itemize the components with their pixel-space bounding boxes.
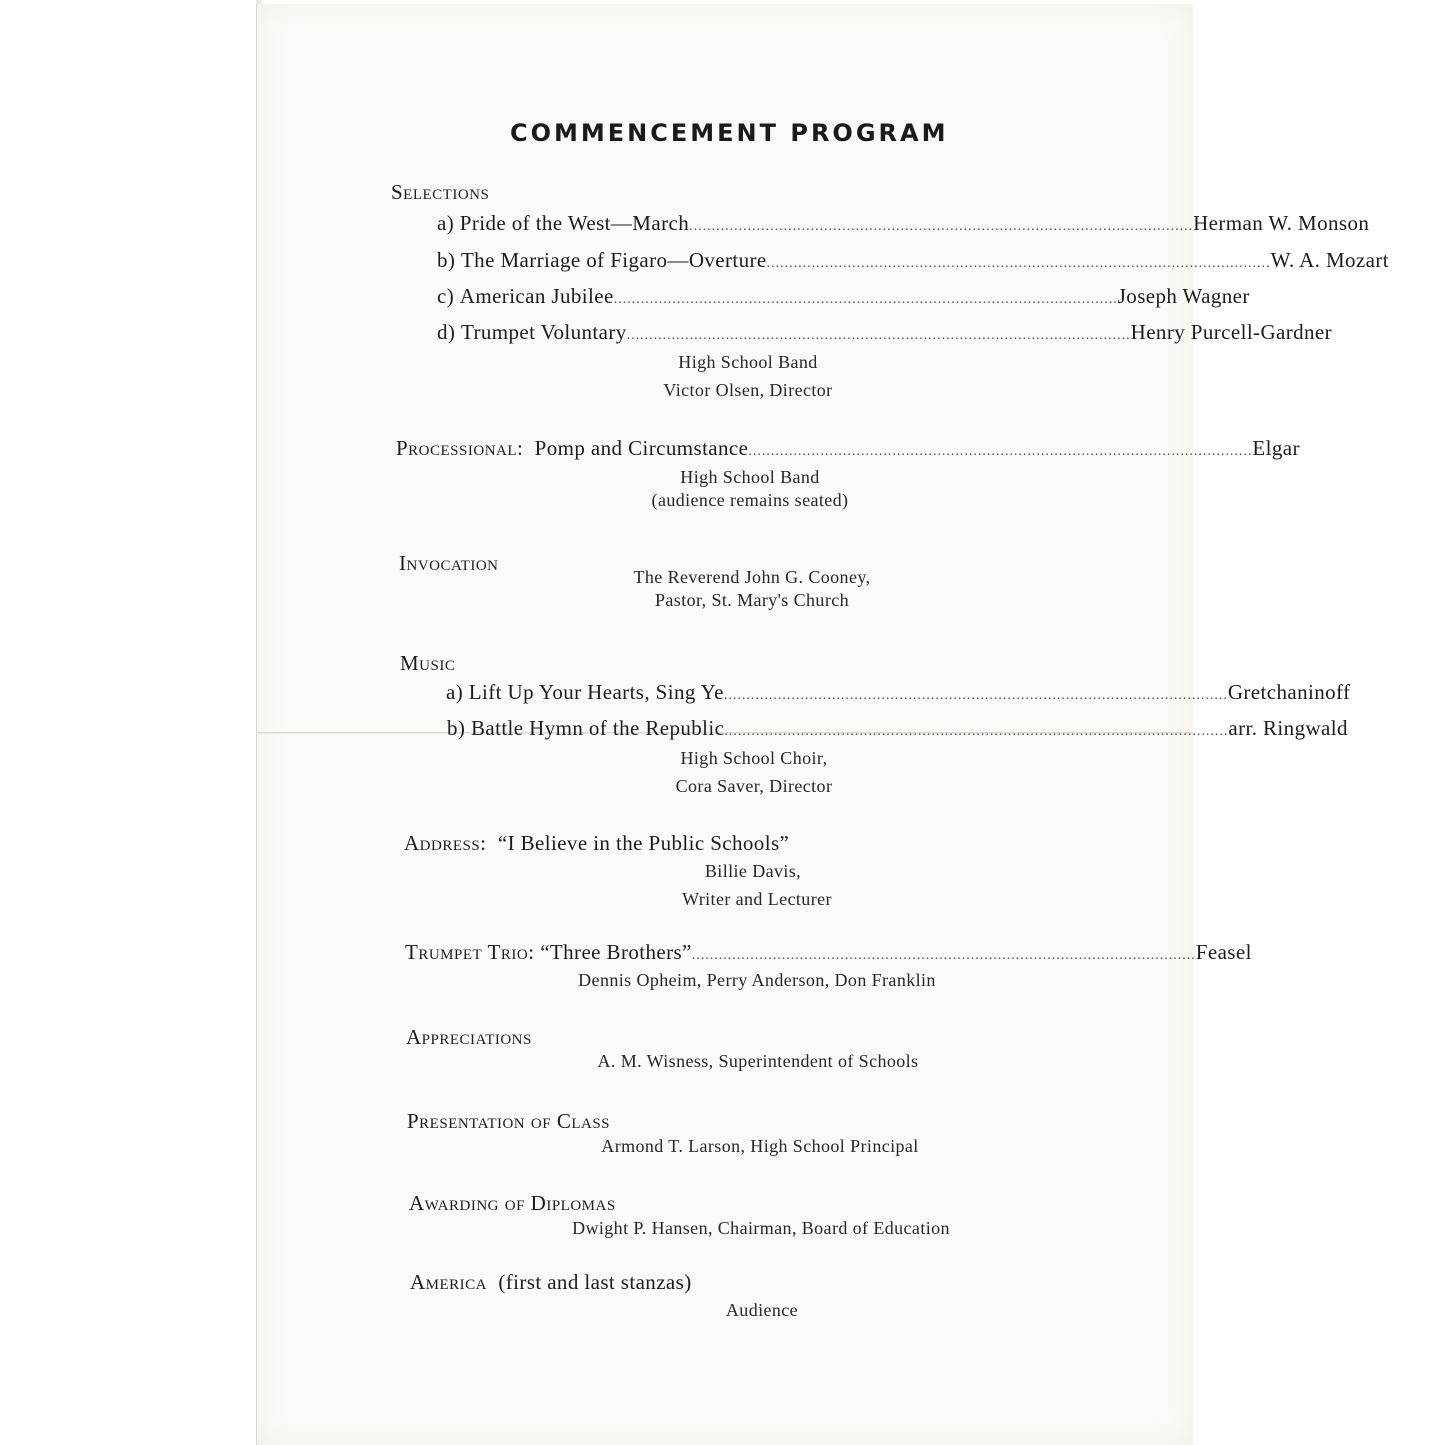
piece-title: Lift Up Your Hearts, Sing Ye — [468, 680, 724, 704]
selection-item-c — [437, 284, 1250, 309]
diplomas-heading: Awarding of Diplomas — [409, 1191, 616, 1215]
trumpet-trio-row — [405, 940, 1252, 965]
piece-title: Pride of the West—March — [459, 211, 690, 235]
address-role: Writer and Lecturer — [682, 889, 832, 909]
america-performer: Audience — [725, 1300, 799, 1320]
music-item-a — [446, 680, 1351, 705]
appreciations-heading: Appreciations — [406, 1025, 532, 1049]
presentation-heading: Presentation of Class — [407, 1109, 610, 1133]
leader-dots: ................................................................................................................ — [626, 328, 1131, 343]
selection-item-b — [437, 248, 1389, 273]
piece-title: Trumpet Voluntary — [460, 320, 627, 344]
piece-title: Pomp and Circumstance — [534, 436, 749, 460]
item-letter: d) — [437, 320, 456, 344]
invocation-line-2: Pastor, St. Mary's Church — [654, 590, 850, 610]
selections-heading: Selections — [391, 180, 490, 204]
address-row — [404, 831, 789, 856]
composer: Feasel — [1195, 940, 1252, 964]
composer: Joseph Wagner — [1117, 284, 1250, 308]
leader-dots: ................................................................................................................ — [766, 256, 1271, 271]
composer: W. A. Mozart — [1270, 248, 1389, 272]
piece-title: “Three Brothers” — [540, 940, 692, 964]
leader-dots: ................................................................................................................ — [689, 219, 1194, 234]
composer: Gretchaninoff — [1227, 680, 1351, 704]
invocation-heading: Invocation — [399, 551, 499, 575]
address-speaker: Billie Davis, — [704, 861, 802, 881]
selection-item-a — [437, 211, 1370, 236]
diplomas-person: Dwight P. Hansen, Chairman, Board of Education — [572, 1218, 950, 1238]
item-letter: a) — [446, 680, 464, 704]
america-row — [410, 1270, 692, 1295]
presentation-person: Armond T. Larson, High School Principal — [601, 1136, 919, 1156]
item-letter: c) — [437, 284, 455, 308]
item-letter: b) — [437, 248, 456, 272]
address-heading: Address: — [404, 831, 487, 855]
item-letter: b) — [447, 716, 466, 740]
piece-title: American Jubilee — [459, 284, 614, 308]
trumpet-trio-performers: Dennis Opheim, Perry Anderson, Don Franklin — [578, 970, 936, 990]
leader-dots: ................................................................................................................ — [613, 292, 1118, 307]
leader-dots: ................................................................................................................ — [724, 724, 1229, 739]
selections-performer: High School Band — [678, 352, 818, 372]
composer: Herman W. Monson — [1193, 211, 1370, 235]
piece-title: The Marriage of Figaro—Overture — [460, 248, 767, 272]
processional-row — [396, 436, 1300, 461]
item-letter: a) — [437, 211, 455, 235]
selections-director: Victor Olsen, Director — [663, 380, 833, 400]
page-title: COMMENCEMENT PROGRAM — [510, 119, 949, 147]
america-note: (first and last stanzas) — [498, 1270, 692, 1294]
invocation-line-1: The Reverend John G. Cooney, — [633, 567, 871, 587]
leader-dots: ................................................................................................................ — [723, 688, 1228, 703]
composer: Elgar — [1252, 436, 1300, 460]
music-director: Cora Saver, Director — [675, 776, 833, 796]
appreciations-person: A. M. Wisness, Superintendent of Schools — [597, 1051, 919, 1071]
processional-note: (audience remains seated) — [651, 490, 849, 510]
address-title: “I Believe in the Public Schools” — [497, 831, 790, 855]
processional-performer: High School Band — [680, 467, 820, 487]
composer: Henry Purcell-Gardner — [1130, 320, 1333, 344]
processional-heading: Processional: — [396, 436, 524, 460]
music-performer: High School Choir, — [680, 748, 828, 768]
america-heading: America — [410, 1270, 488, 1294]
music-item-b — [447, 716, 1348, 741]
piece-title: Battle Hymn of the Republic — [470, 716, 725, 740]
selection-item-d — [437, 320, 1333, 345]
music-heading: Music — [400, 651, 456, 675]
composer: arr. Ringwald — [1228, 716, 1348, 740]
trumpet-trio-heading: Trumpet Trio: — [405, 940, 535, 964]
leader-dots: ................................................................................................................ — [748, 444, 1253, 459]
leader-dots: ................................................................................................................ — [691, 948, 1196, 963]
